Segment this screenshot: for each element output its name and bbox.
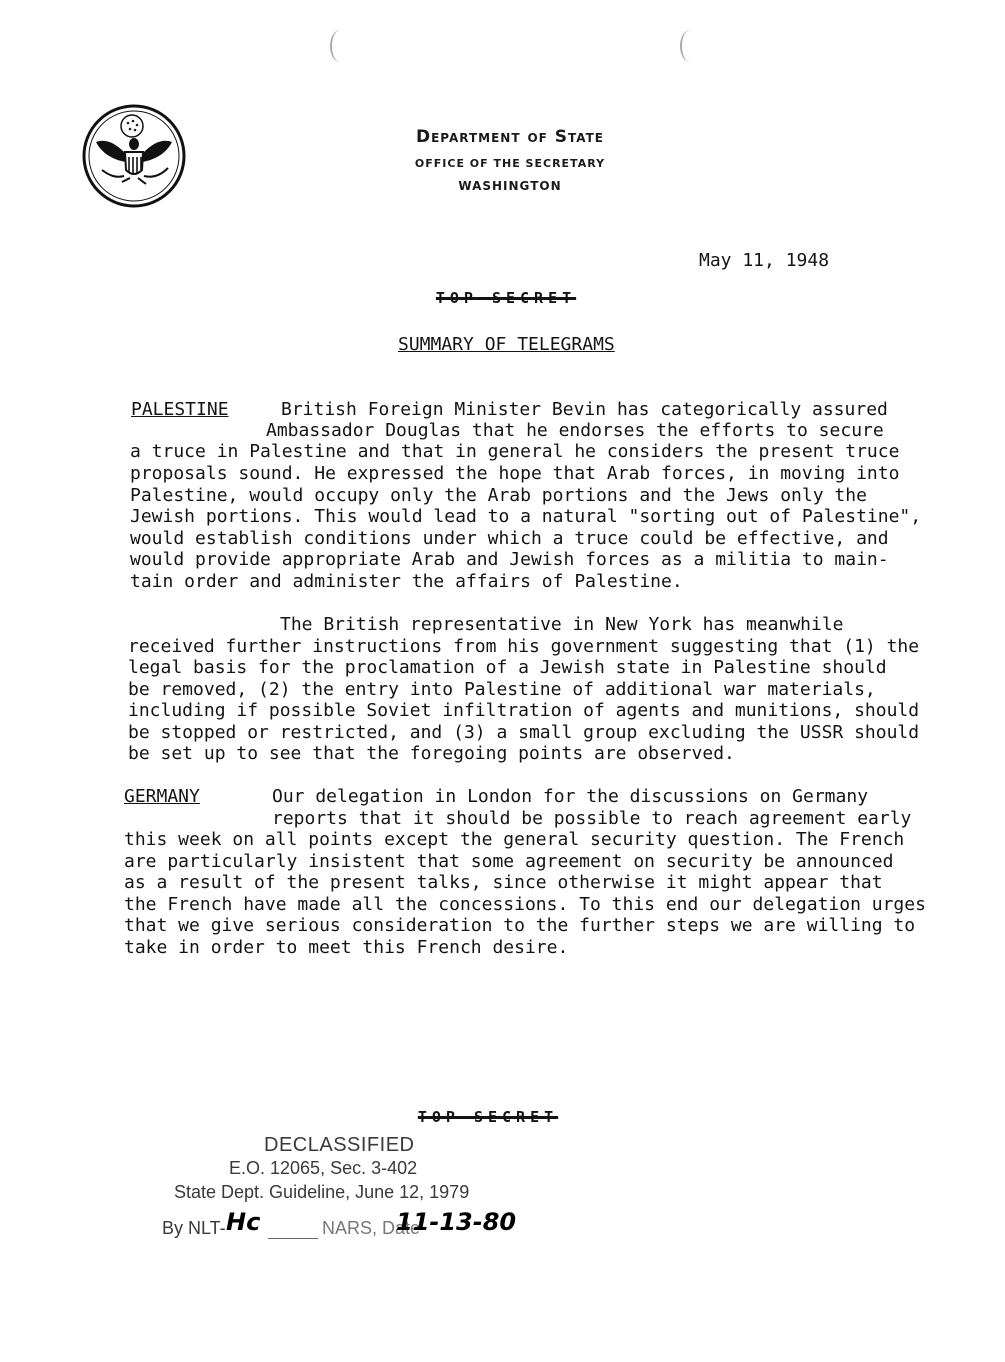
- text-line: this week on all points except the general security question. The French: [124, 829, 905, 850]
- text-line: Palestine, would occupy only the Arab portions and the Jews only the: [130, 485, 867, 506]
- great-seal-emblem: [82, 104, 186, 208]
- text-line: legal basis for the proclamation of a Jewish state in Palestine should: [128, 657, 887, 678]
- office-title: OFFICE OF THE SECRETARY: [414, 157, 606, 170]
- classification-bottom: TOP SECRET: [417, 1108, 559, 1126]
- text-line: received further instructions from his government suggesting that (1) the: [128, 636, 920, 657]
- text-line: be stopped or restricted, and (3) a small group excluding the USSR should: [128, 722, 920, 743]
- initials-underline: [268, 1238, 318, 1239]
- declassified-heading: DECLASSIFIED: [264, 1134, 415, 1156]
- text-line: be removed, (2) the entry into Palestine of additional war materials,: [128, 679, 876, 700]
- declass-guideline: State Dept. Guideline, June 12, 1979: [174, 1182, 470, 1202]
- text-line: including if possible Soviet infiltration of agents and munitions, should: [128, 700, 920, 721]
- section-label-palestine: PALESTINE: [131, 399, 229, 420]
- text-line: reports that it should be possible to reach agreement early: [272, 808, 912, 829]
- text-line: that we give serious consideration to the further steps we are willing to: [124, 915, 916, 936]
- text-line: Our delegation in London for the discussions on Germany: [272, 786, 869, 807]
- declass-by-label: By NLT-: [162, 1218, 226, 1238]
- document-title: SUMMARY OF TELEGRAMS: [398, 334, 615, 355]
- text-line: take in order to meet this French desire.: [124, 937, 569, 958]
- text-line: as a result of the present talks, since otherwise it might appear that: [124, 872, 883, 893]
- punch-mark-right: [680, 30, 700, 62]
- declass-authority: E.O. 12065, Sec. 3-402: [229, 1158, 418, 1178]
- declass-date: 11-13-80: [396, 1208, 517, 1236]
- text-line: proposals sound. He expressed the hope that Arab forces, in moving into: [130, 463, 900, 484]
- text-line: be set up to see that the foregoing points are observed.: [128, 743, 735, 764]
- punch-mark-left: [330, 30, 350, 62]
- text-line: The British representative in New York has meanwhile: [280, 614, 844, 635]
- text-line: a truce in Palestine and that in general he considers the present truce: [130, 441, 900, 462]
- city-title: WASHINGTON: [458, 179, 562, 193]
- text-line: British Foreign Minister Bevin has categorically assured: [281, 399, 888, 420]
- department-title: Department of State: [415, 127, 604, 147]
- memo-date: May 11, 1948: [699, 250, 830, 271]
- text-line: tain order and administer the affairs of Palestine.: [130, 571, 683, 592]
- text-line: Ambassador Douglas that he endorses the efforts to secure: [266, 420, 884, 441]
- classification-top: TOP SECRET: [435, 289, 577, 307]
- declass-nars-label: NARS, Date: [322, 1218, 421, 1238]
- declass-initials: Hc: [226, 1208, 261, 1236]
- section-label-germany: GERMANY: [124, 786, 200, 807]
- text-line: would provide appropriate Arab and Jewish forces as a militia to main-: [130, 549, 889, 570]
- text-line: the French have made all the concessions. To this end our delegation urges: [124, 894, 926, 915]
- text-line: are particularly insistent that some agreement on security be announced: [124, 851, 894, 872]
- text-line: Jewish portions. This would lead to a natural "sorting out of Palestine",: [130, 506, 922, 527]
- text-line: would establish conditions under which a truce could be effective, and: [130, 528, 889, 549]
